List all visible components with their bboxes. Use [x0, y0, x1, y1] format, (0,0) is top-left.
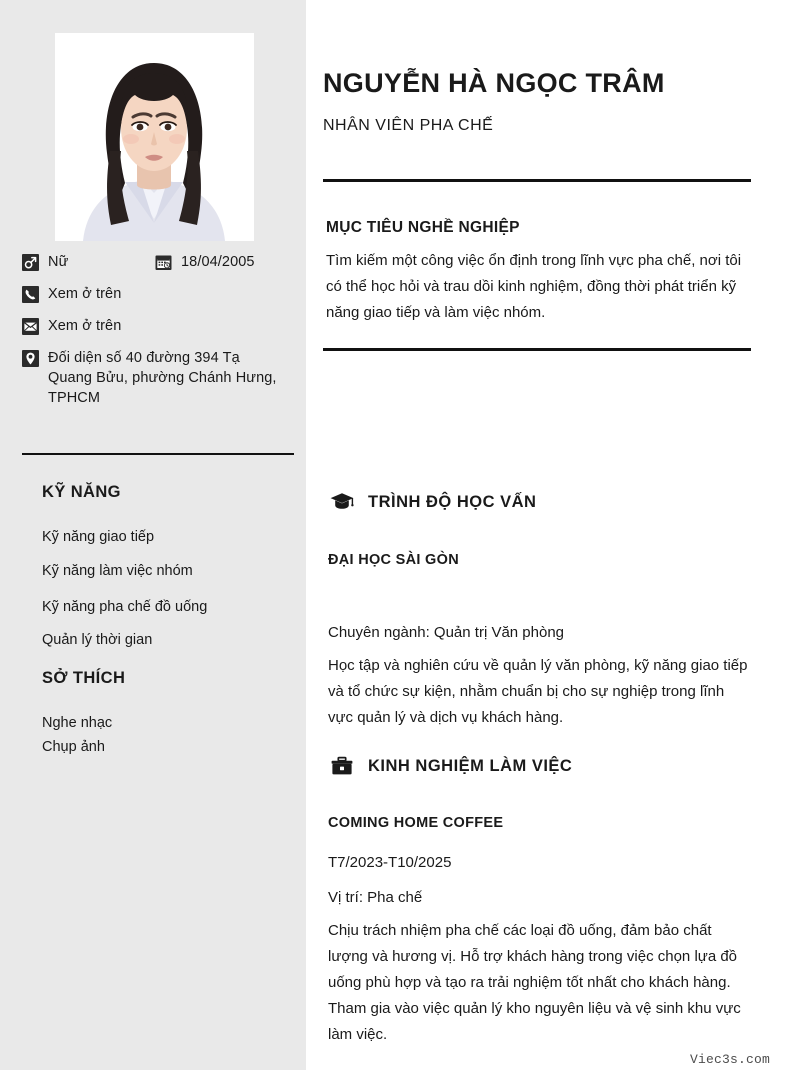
calendar-icon — [155, 254, 172, 271]
experience-heading-label: KINH NGHIỆM LÀM VIỆC — [368, 756, 573, 775]
envelope-icon — [22, 318, 39, 335]
email-value: Xem ở trên — [48, 318, 122, 334]
experience-dates: T7/2023-T10/2025 — [328, 854, 452, 871]
address-value: Đối diện số 40 đường 394 Tạ Quang Bửu, phường Chánh Hưng, TPHCM — [48, 350, 277, 406]
experience-section-heading — [329, 753, 572, 779]
location-pin-icon — [22, 350, 39, 367]
experience-description: Chịu trách nhiệm pha chế các loại đồ uống, đảm bảo chất lượng và hương vị. Hỗ trợ khách hàng trong việc chọn lựa đồ uống phù hợp và tạo ra trải nghiệm tốt nhất cho khách hàng. Tham gia vào việc quản lý kho nguyên liệu và vệ sinh khu vực làm việc. — [328, 922, 741, 1043]
education-section-heading — [329, 489, 536, 515]
avatar — [55, 33, 254, 241]
education-description: Học tập và nghiên cứu về quản lý văn phòng, kỹ năng giao tiếp và tổ chức sự kiện, nhằm chuẩn bị cho sự nghiệp trong lĩnh vực quản lý và dịch vụ khách hàng. — [328, 657, 748, 726]
gender-icon — [22, 254, 39, 271]
contact-row-phone — [22, 284, 294, 304]
education-school: ĐẠI HỌC SÀI GÒN — [328, 552, 459, 568]
skill-item-1: Kỹ năng giao tiếp — [42, 529, 155, 545]
skills-heading: KỸ NĂNG — [42, 483, 121, 501]
sidebar-divider — [22, 453, 294, 455]
portrait-photo-icon — [55, 33, 254, 241]
objective-body: Tìm kiếm một công việc ổn định trong lĩnh vực pha chế, nơi tôi có thể học hỏi và trau dồi kinh nghiệm, đồng thời phát triển kỹ năng giao tiếp và làm việc nhóm. — [326, 252, 742, 321]
experience-company: COMING HOME COFFEE — [328, 815, 504, 831]
briefcase-icon — [329, 753, 355, 779]
contact-row-email — [22, 316, 294, 336]
phone-icon — [22, 286, 39, 303]
hobby-item-1: Nghe nhạc — [42, 715, 113, 731]
skill-item-4: Quản lý thời gian — [42, 632, 153, 648]
education-heading-label: TRÌNH ĐỘ HỌC VẤN — [368, 492, 537, 511]
objective-top-divider — [323, 179, 751, 182]
hobbies-heading: SỞ THÍCH — [42, 669, 126, 687]
page-title: NGUYỄN HÀ NGỌC TRÂM — [323, 68, 665, 98]
contact-info-list — [22, 252, 294, 420]
phone-value: Xem ở trên — [48, 286, 122, 302]
sidebar — [0, 0, 306, 1070]
gender-value: Nữ — [48, 254, 69, 270]
experience-role: Vị trí: Pha chế — [328, 889, 423, 906]
education-major: Chuyên ngành: Quản trị Văn phòng — [328, 624, 565, 641]
site-watermark: Viec3s.com — [689, 1052, 770, 1067]
skill-item-2: Kỹ năng làm việc nhóm — [42, 563, 193, 579]
graduation-cap-icon — [329, 489, 355, 515]
skill-item-3: Kỹ năng pha chế đồ uống — [42, 599, 208, 615]
contact-row-gender-birthdate — [22, 252, 294, 272]
contact-row-address — [22, 348, 294, 408]
objective-bottom-divider — [323, 348, 751, 351]
job-title: NHÂN VIÊN PHA CHẾ — [323, 117, 494, 134]
birthdate-value: 18/04/2005 — [181, 254, 255, 270]
hobby-item-2: Chụp ảnh — [42, 739, 105, 755]
objective-heading: MỤC TIÊU NGHỀ NGHIỆP — [326, 219, 520, 236]
